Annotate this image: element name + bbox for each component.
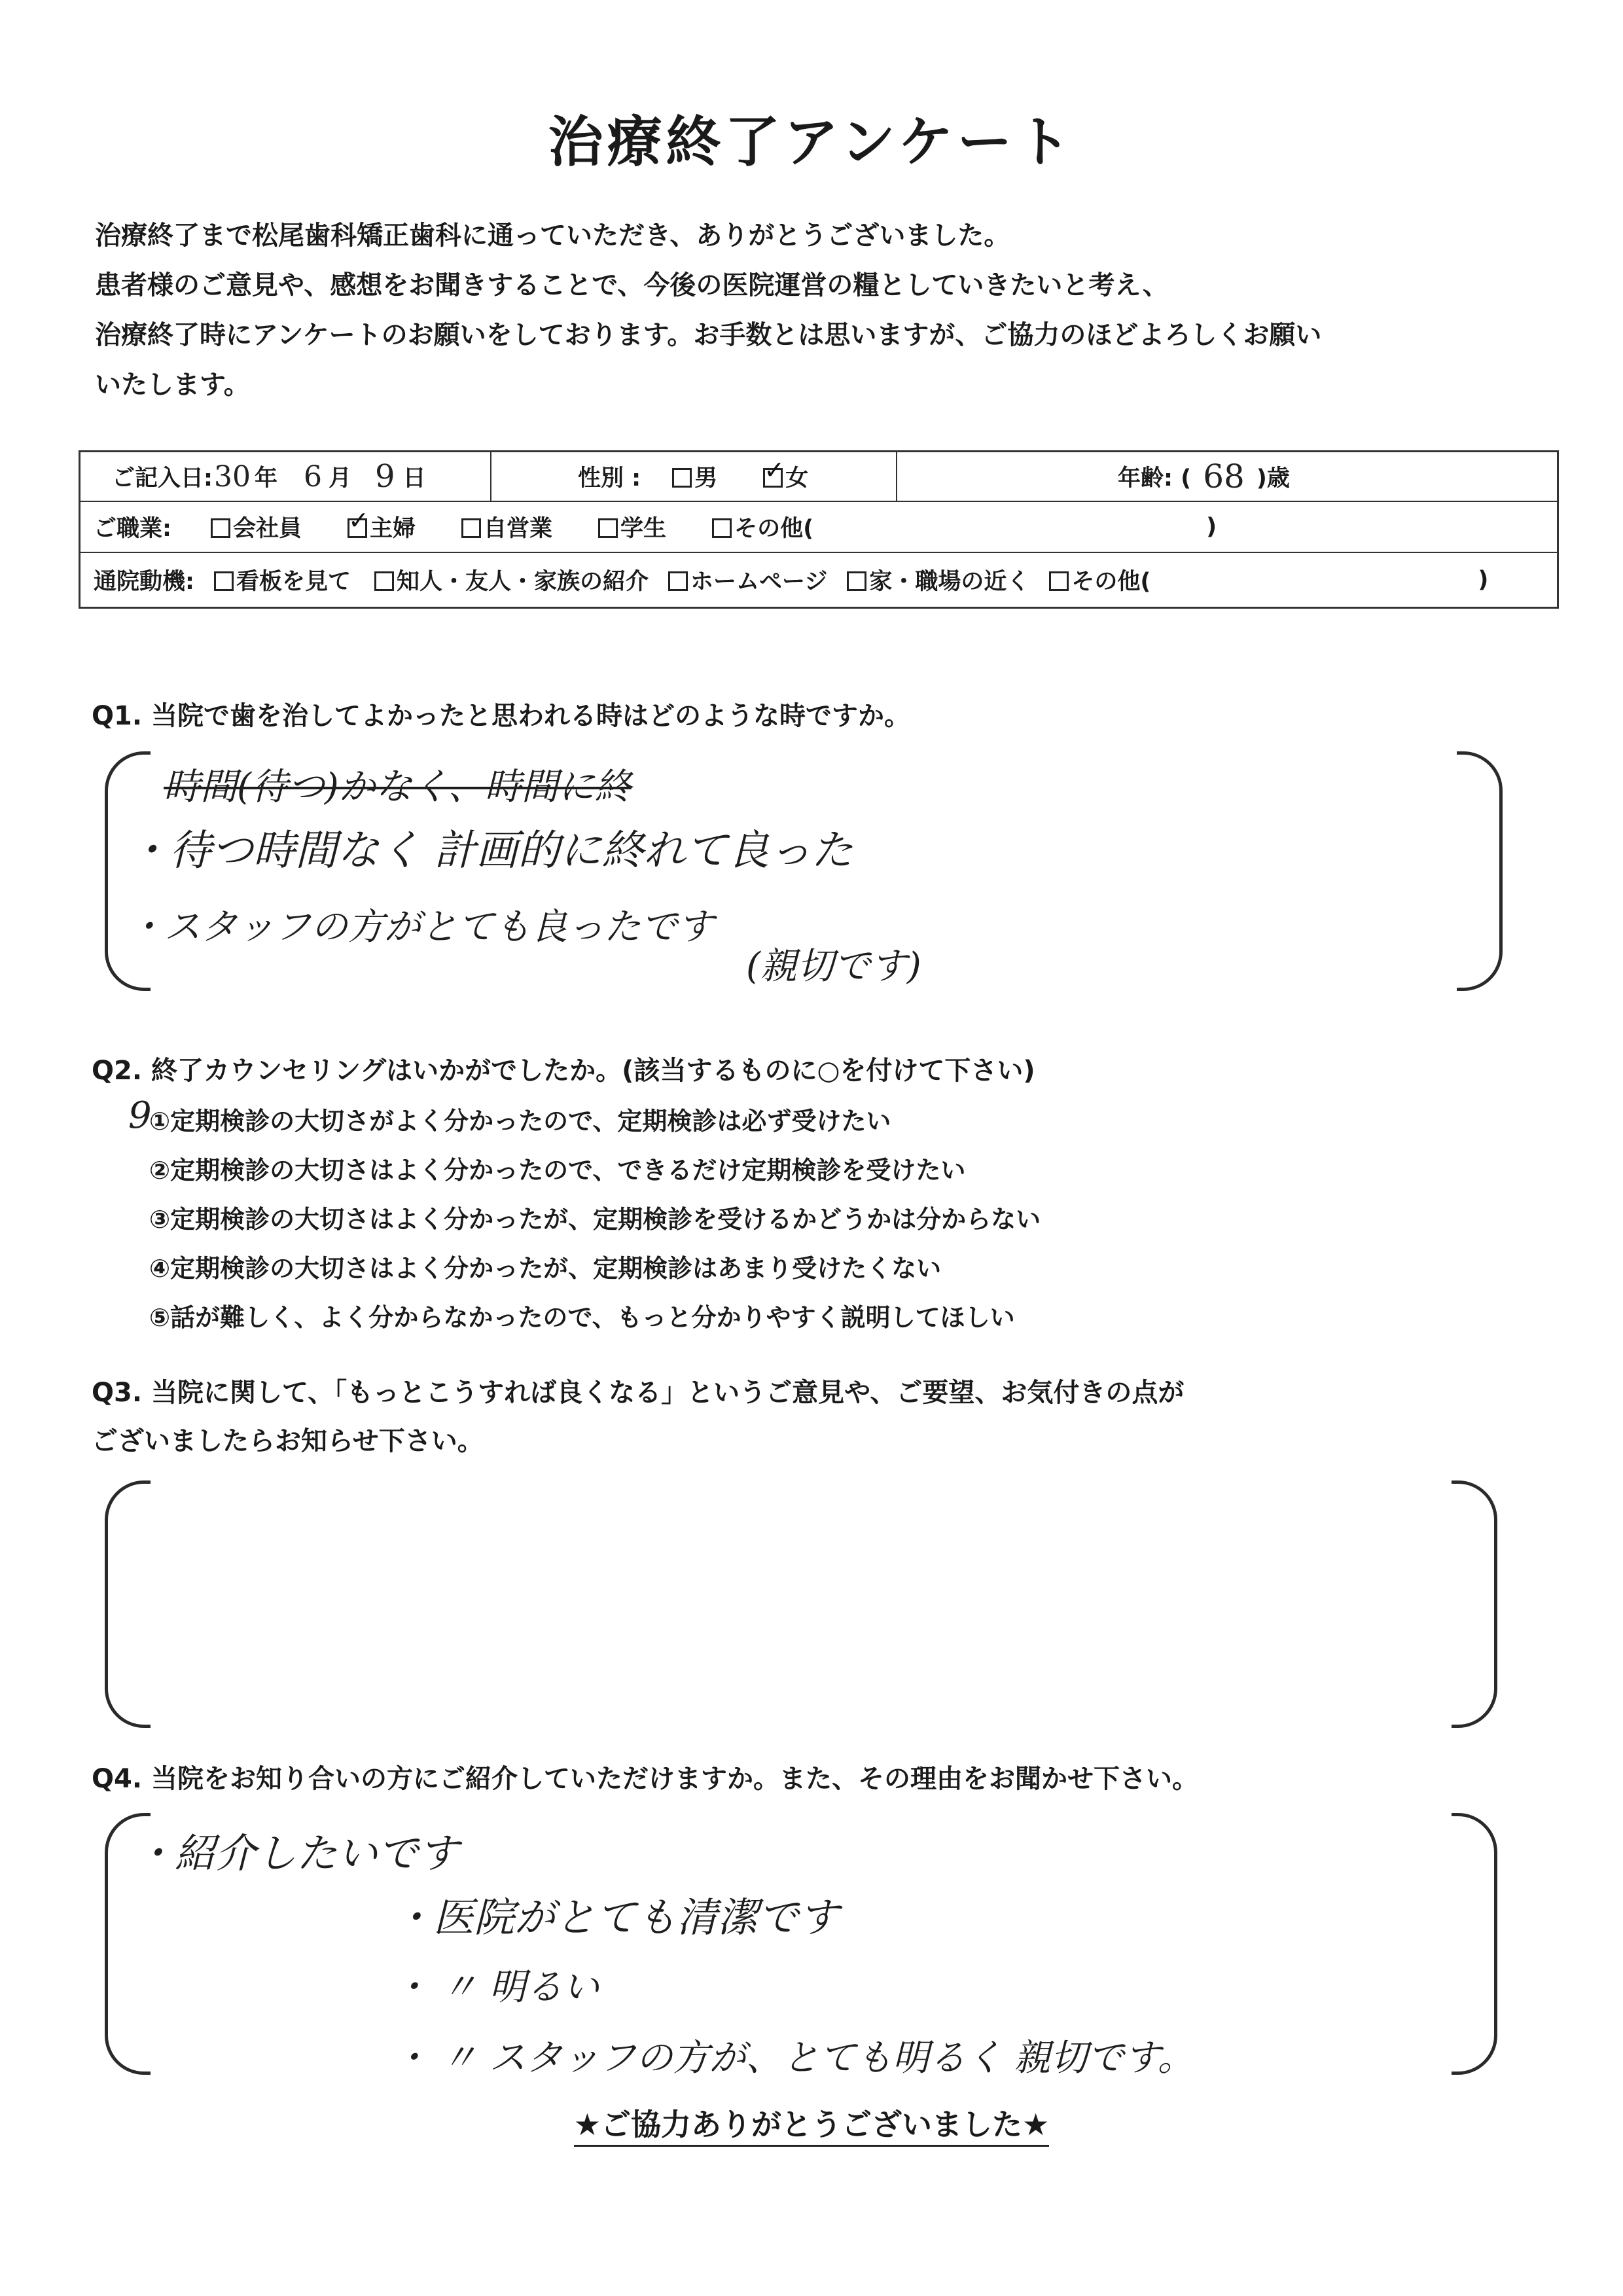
checkbox[interactable] xyxy=(374,571,394,591)
motive-label: 通院動機: xyxy=(94,569,194,595)
gender-label: 性別 : xyxy=(578,465,641,492)
q3-bracket-right xyxy=(1452,1480,1497,1728)
date-month-value: 6 xyxy=(304,459,323,493)
checkbox[interactable] xyxy=(211,518,230,538)
age-unit: )歳 xyxy=(1256,465,1290,492)
q2-choice-mark: 9 xyxy=(128,1094,152,1137)
checkbox[interactable] xyxy=(461,518,481,538)
intro-line: 治療終了時にアンケートのお願いをしております。お手数とは思いますが、ご協力のほどよろしくお願い xyxy=(95,320,1322,350)
intro-line: 患者様のご意見や、感想をお聞きすることで、今後の医院運営の糧としていきたいと考え、 xyxy=(95,270,1169,300)
year-unit: 年 xyxy=(255,465,278,492)
info-row-motive xyxy=(80,553,1557,607)
date-field[interactable] xyxy=(112,452,426,501)
intro-line: 治療終了まで松尾歯科矯正歯科に通っていただき、ありがとうございました。 xyxy=(95,221,1010,251)
month-unit: 月 xyxy=(329,465,352,492)
info-row-job xyxy=(80,502,1557,553)
info-table xyxy=(79,450,1559,609)
job-option[interactable]: 自営業 xyxy=(461,511,552,543)
q2-option-4[interactable]: ④定期検診の大切さはよく分かったが、定期検診はあまり受けたくない xyxy=(149,1254,942,1283)
job-option-selected[interactable]: ✓ 主婦 xyxy=(348,511,416,543)
motive-option-other[interactable]: その他( xyxy=(1049,564,1150,596)
q2-question: Q2. 終了カウンセリングはいかがでしたか。(該当するものに○を付けて下さい) xyxy=(92,1056,1035,1086)
date-label: ご記入日: xyxy=(112,465,213,492)
q3-question-cont: ございましたらお知らせ下さい。 xyxy=(92,1426,484,1456)
checkbox[interactable] xyxy=(668,571,688,591)
job-label: ご職業: xyxy=(94,516,171,542)
motive-option[interactable]: 看板を見て xyxy=(214,564,351,596)
info-row-basic xyxy=(80,452,1557,502)
q2-option-3[interactable]: ③定期検診の大切さはよく分かったが、定期検診を受けるかどうかは分からない xyxy=(149,1205,1041,1234)
checkbox[interactable] xyxy=(598,518,618,538)
q4-bracket-right xyxy=(1452,1813,1497,2075)
page-title: 治療終了アンケート xyxy=(548,110,1075,174)
q4-answer-line: ・ 〃 スタッフの方が、とても明るく 親切です。 xyxy=(393,2037,1194,2079)
q1-answer-line: ・スタッフの方がとても良ったです xyxy=(128,906,714,948)
motive-option[interactable]: ホームページ xyxy=(668,564,827,596)
job-option[interactable]: 学生 xyxy=(598,511,666,543)
age-label: 年齢: ( xyxy=(1118,465,1192,492)
q3-question: Q3. 当院に関して、「もっとこうすれば良くなる」というご意見や、ご要望、お気付きの点が xyxy=(92,1378,1185,1408)
q1-struck-text: 時間(待つ)かなく、時間に終 xyxy=(164,766,632,808)
age-field[interactable] xyxy=(1118,452,1290,501)
motive-field xyxy=(94,553,1488,607)
date-year-value: 30 xyxy=(214,459,251,493)
q1-bracket-right xyxy=(1457,751,1503,991)
checkbox-checked[interactable] xyxy=(348,518,367,538)
day-unit: 日 xyxy=(402,465,426,492)
intro-text xyxy=(95,211,1321,410)
q4-answer-line: ・紹介したいです xyxy=(134,1829,459,1877)
motive-option[interactable]: 知人・友人・家族の紹介 xyxy=(374,564,649,596)
motive-option[interactable]: 家・職場の近く xyxy=(847,564,1029,596)
q4-question: Q4. 当院をお知り合いの方にご紹介していただけますか。また、その理由をお聞かせ下さい。 xyxy=(92,1764,1198,1794)
q1-question: Q1. 当院で歯を治してよかったと思われる時はどのような時ですか。 xyxy=(92,701,910,731)
q1-answer-line: ・待つ時間なく 計画的に終れて良った xyxy=(128,827,853,875)
q2-option-2[interactable]: ②定期検診の大切さはよく分かったので、できるだけ定期検診を受けたい xyxy=(149,1156,966,1185)
date-day-value: 9 xyxy=(375,458,395,495)
q2-option-5[interactable]: ⑤話が難しく、よく分からなかったので、もっと分かりやすく説明してほしい xyxy=(149,1303,1015,1332)
gender-option-female[interactable]: ✓ 女 xyxy=(763,460,808,493)
job-option-other[interactable]: その他( xyxy=(712,511,813,543)
q2-option-1[interactable]: ①定期検診の大切さがよく分かったので、定期検診は必ず受けたい xyxy=(149,1107,891,1136)
checkbox[interactable] xyxy=(1049,571,1069,591)
checkbox[interactable] xyxy=(214,571,234,591)
intro-line: いたします。 xyxy=(95,370,250,400)
job-other-close: ) xyxy=(1206,514,1217,540)
checkbox[interactable] xyxy=(672,468,692,488)
job-option[interactable]: 会社員 xyxy=(211,511,302,543)
q3-bracket-left xyxy=(105,1480,151,1728)
gender-option-male[interactable]: 男 xyxy=(672,460,717,493)
thanks-footer xyxy=(0,2101,1623,2144)
q4-answer-line: ・医院がとても清潔です xyxy=(393,1893,840,1941)
gender-field xyxy=(578,452,808,501)
checkbox[interactable] xyxy=(712,518,732,538)
checkbox-checked[interactable] xyxy=(763,468,783,488)
job-field xyxy=(94,502,1217,552)
motive-other-close: ) xyxy=(1478,567,1489,593)
q4-answer-line: ・ 〃 明るい xyxy=(393,1966,599,2009)
checkbox[interactable] xyxy=(847,571,866,591)
q1-answer-line: (親切です) xyxy=(746,945,921,988)
age-value: 68 xyxy=(1203,457,1245,495)
q3-answer-area[interactable] xyxy=(164,1499,1440,1708)
thanks-text: ★ご協力ありがとうございました★ xyxy=(574,2107,1049,2147)
